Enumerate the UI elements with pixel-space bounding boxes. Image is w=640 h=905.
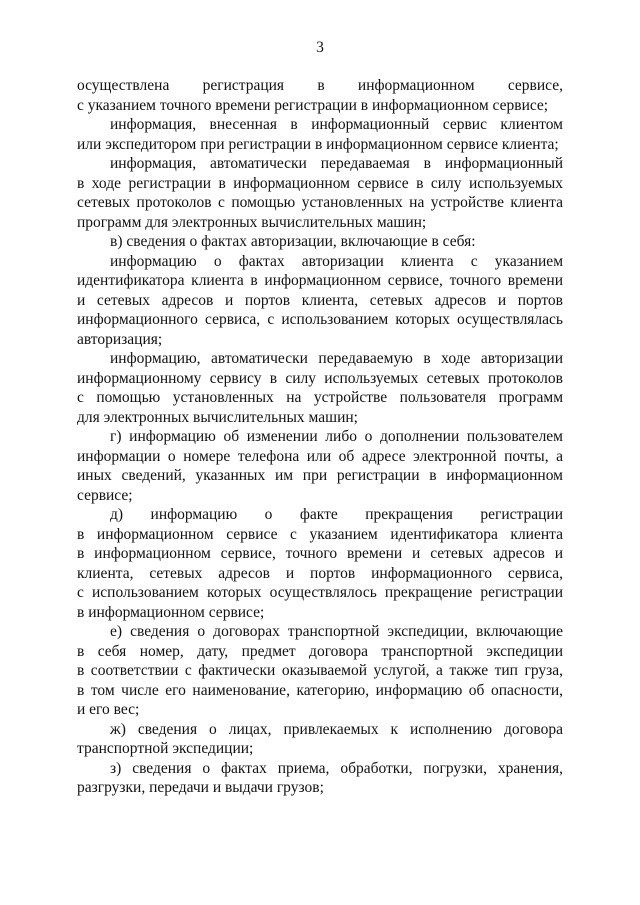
paragraph-line: с помощью установленных на устройстве пользователя программ: [77, 389, 563, 406]
paragraph-line: информационного сервиса, с использованием которых осуществлялась: [77, 311, 563, 328]
paragraph-line: осуществлена регистрация в информационном сервисе,: [77, 77, 563, 94]
paragraph-line: информацию, автоматически передаваемую в ходе авторизации: [110, 350, 563, 367]
paragraph-line: иных сведений, указанных им при регистрации в информационном: [77, 467, 563, 484]
paragraph-line: з) сведения о фактах приема, обработки, погрузки, хранения,: [110, 759, 563, 777]
paragraph-line: сервисе;: [77, 486, 133, 504]
paragraph: [77, 759, 563, 798]
paragraph-line: в том числе его наименование, категорию, информацию об опасности,: [77, 681, 563, 699]
paragraph-line: информация, автоматически передаваемая в информационный: [110, 155, 563, 172]
paragraph-line: с использованием которых осуществлялось прекращение регистрации: [77, 584, 563, 601]
paragraph-line: с указанием точного времени регистрации в информационном сервисе;: [77, 96, 549, 114]
paragraph-line: в соответствии с фактически оказываемой услугой, а также тип груза,: [77, 662, 563, 679]
paragraph: [77, 76, 563, 115]
paragraph-line: в) сведения о фактах авторизации, включающие в себя:: [110, 233, 476, 250]
paragraph-line: информации о номере телефона или об адресе электронной почты, а: [77, 447, 563, 465]
paragraph-line: идентификатора клиента в информационном сервисе, точного времени: [77, 272, 563, 289]
paragraph: [77, 349, 563, 427]
paragraph: [77, 154, 563, 232]
paragraph: [77, 427, 563, 505]
paragraph-line: авторизация;: [77, 330, 163, 348]
paragraph-line: информацию о фактах авторизации клиента с указанием: [110, 252, 563, 270]
paragraph-line: в информационном сервисе с указанием идентификатора клиента: [77, 525, 563, 543]
paragraph-line: или экспедитором при регистрации в информационном сервисе клиента;: [77, 135, 559, 153]
paragraph-line: и его вес;: [77, 701, 140, 718]
page-number: 3: [316, 39, 324, 56]
paragraph-line: е) сведения о договорах транспортной экспедиции, включающие: [110, 623, 563, 640]
paragraph-line: и сетевых адресов и портов клиента, сетевых адресов и портов: [77, 291, 563, 309]
paragraph: [77, 115, 563, 154]
paragraph-line: в информационном сервисе;: [77, 603, 265, 621]
paragraph: [77, 622, 563, 720]
paragraph-line: г) информацию об изменении либо о дополнении пользователем: [110, 428, 563, 445]
document-body: [77, 76, 563, 798]
paragraph-line: разгрузки, передачи и выдачи грузов;: [77, 779, 324, 796]
paragraph-line: для электронных вычислительных машин;: [77, 408, 358, 426]
paragraph-line: информационному сервису в силу используемых сетевых протоколов: [77, 369, 563, 387]
paragraph-line: ж) сведения о лицах, привлекаемых к исполнению договора: [110, 720, 563, 738]
paragraph-line: д) информацию о факте прекращения регистрации: [110, 506, 563, 523]
paragraph-line: клиента, сетевых адресов и портов информационного сервиса,: [77, 564, 563, 582]
paragraph-line: информация, внесенная в информационный сервис клиентом: [110, 116, 563, 133]
paragraph-line: в информационном сервисе, точного времени и сетевых адресов и: [77, 545, 563, 562]
paragraph-line: в ходе регистрации в информационном сервисе в силу используемых: [77, 174, 563, 192]
paragraph: [77, 252, 563, 350]
paragraph-line: транспортной экспедиции;: [77, 740, 254, 757]
paragraph: [77, 720, 563, 759]
paragraph-line: программ для электронных вычислительных машин;: [77, 213, 427, 231]
paragraph: [77, 232, 563, 252]
paragraph: [77, 505, 563, 622]
paragraph-line: сетевых протоколов с помощью установленных на устройстве клиента: [77, 194, 563, 211]
paragraph-line: в себя номер, дату, предмет договора транспортной экспедиции: [77, 642, 563, 660]
